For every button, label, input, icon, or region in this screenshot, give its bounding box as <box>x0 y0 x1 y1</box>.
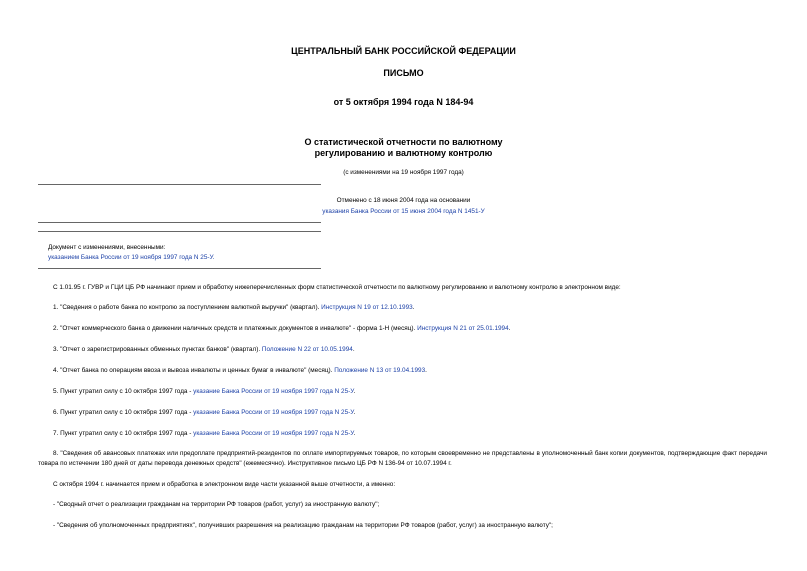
divider <box>38 231 321 232</box>
item-8-paragraph: 8. "Сведения об авансовых платежах или предоплате предприятий-резидентов по оплате импортируемых товаров, по которым своевременно не представлены в уполномоченный банк копии документов, подтверждающие факт передачи товара по истечении 180 дней от даты перевода денежных средств" (ежемесячно). Инструктивное письмо ЦБ РФ N 136-94 от 10.07.1994 г. <box>38 450 767 467</box>
item-text: 4. "Отчет банка по операциям ввоза и вывоза инвалюты и ценных бумаг в инвалюте" (месяц). <box>53 367 335 374</box>
list-item <box>53 408 767 418</box>
sub-list-item: - "Сведения об уполномоченных предприятиях", получивших разрешения на реализацию гражданам на территории РФ товаров (работ, услуг) за иностранную валюту"; <box>53 522 553 529</box>
item-tail: . <box>353 409 356 416</box>
item-link[interactable]: Положение N 13 от 19.04.1993 <box>334 367 426 374</box>
item-text: 7. Пункт утратил силу с 10 октября 1997 года - <box>53 430 194 437</box>
divider <box>38 222 321 223</box>
item-link[interactable]: указание Банка России от 19 ноября 1997 года N 25-У <box>193 430 354 437</box>
amendments-note: (с изменениями на 19 ноября 1997 года) <box>343 169 464 176</box>
list-item <box>53 303 767 313</box>
list-item <box>53 387 767 397</box>
org-title: ЦЕНТРАЛЬНЫЙ БАНК РОССИЙСКОЙ ФЕДЕРАЦИИ <box>291 46 516 56</box>
doc-type: ПИСЬМО <box>383 68 424 78</box>
divider <box>38 184 321 185</box>
amended-doc-text: Документ с изменениями, внесенными: <box>48 244 166 251</box>
subject-line-1: О статистической отчетности по валютному <box>304 137 503 147</box>
amended-doc-link[interactable]: указанием Банка России от 19 ноября 1997 года N 25-У. <box>48 254 215 261</box>
item-tail: . <box>353 430 356 437</box>
list-item <box>53 324 767 334</box>
item-tail: . <box>353 388 356 395</box>
intro-paragraph: С 1.01.95 г. ГУВР и ГЦИ ЦБ РФ начинают прием и обработку нижеперечисленных форм статистической отчетности по валютному регулированию и валютному контролю в электронном виде: <box>53 284 621 291</box>
subject-line-2: регулированию и валютному контролю <box>314 148 493 158</box>
doc-date-number: от 5 октября 1994 года N 184-94 <box>333 97 474 107</box>
item-link[interactable]: Положение N 22 от 10.05.1994 <box>261 346 353 353</box>
item-text: 6. Пункт утратил силу с 10 октября 1997 года - <box>53 409 194 416</box>
item-text: 1. "Сведения о работе банка по контролю за поступлением валютной выручки" (квартал). <box>53 304 322 311</box>
item-text: 3. "Отчет о зарегистрированных обменных пунктах банков" (квартал). <box>53 346 262 353</box>
partial-paragraph: С октября 1994 г. начинается прием и обработка в электронном виде части указанной выше отчетности, а именно: <box>53 481 396 488</box>
item-link[interactable]: Инструкция N 19 от 12.10.1993 <box>321 304 413 311</box>
cancellation-link[interactable]: указания Банка России от 15 июня 2004 года N 1451-У <box>322 208 485 215</box>
divider <box>38 268 321 269</box>
cancellation-text: Отменено с 18 июня 2004 года на основании <box>336 197 471 204</box>
item-tail: . <box>412 304 415 311</box>
list-item <box>53 429 767 439</box>
item-text: 2. "Отчет коммерческого банка о движении наличных средств и платежных документов в инвалюте" - форма 1-Н (месяц). <box>53 325 418 332</box>
list-item <box>53 345 767 355</box>
item-text: 5. Пункт утратил силу с 10 октября 1997 года - <box>53 388 194 395</box>
item-link[interactable]: указание Банка России от 19 ноября 1997 года N 25-У <box>193 388 354 395</box>
item-link[interactable]: Инструкция N 21 от 25.01.1994 <box>417 325 509 332</box>
sub-list-item: - "Сводный отчет о реализации гражданам на территории РФ товаров (работ, услуг) за иностранную валюту"; <box>53 501 380 508</box>
list-item <box>53 366 767 376</box>
item-tail: . <box>425 367 427 374</box>
item-tail: . <box>352 346 355 353</box>
item-link[interactable]: указание Банка России от 19 ноября 1997 года N 25-У <box>193 409 354 416</box>
item-tail: . <box>508 325 511 332</box>
